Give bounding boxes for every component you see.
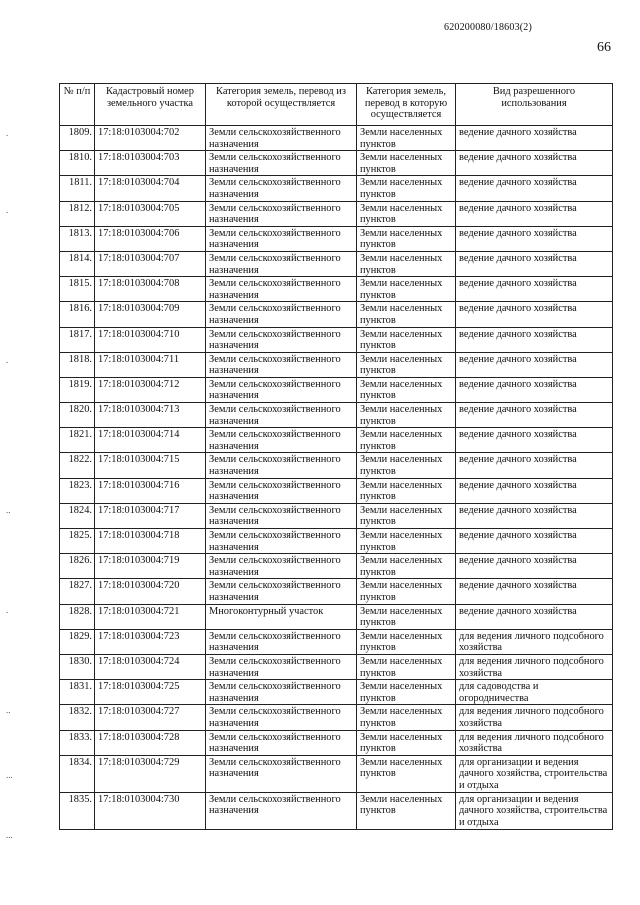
cell-permitted-use: для организации и ведения дачного хозяйства, строительства и отдыха (456, 792, 613, 829)
cell-number: 1830. (60, 654, 95, 679)
cell-cadastral-number: 17:18:0103004:727 (95, 705, 206, 730)
table-body (60, 126, 613, 830)
margin-mark: ... (6, 830, 13, 840)
cell-category-to: Земли населенных пунктов (357, 377, 456, 402)
table-row (60, 503, 613, 528)
cell-number: 1821. (60, 428, 95, 453)
cell-category-to: Земли населенных пунктов (357, 352, 456, 377)
cell-category-from: Земли сельскохозяйственного назначения (206, 680, 357, 705)
cell-category-to: Земли населенных пунктов (357, 226, 456, 251)
cell-cadastral-number: 17:18:0103004:721 (95, 604, 206, 629)
cell-category-to: Земли населенных пунктов (357, 327, 456, 352)
margin-mark: .. (6, 705, 11, 715)
cell-category-to: Земли населенных пунктов (357, 755, 456, 792)
cell-category-from: Земли сельскохозяйственного назначения (206, 277, 357, 302)
cell-category-to: Земли населенных пунктов (357, 251, 456, 276)
cell-permitted-use: ведение дачного хозяйства (456, 176, 613, 201)
cell-number: 1815. (60, 277, 95, 302)
table-row (60, 755, 613, 792)
cell-cadastral-number: 17:18:0103004:705 (95, 201, 206, 226)
cell-cadastral-number: 17:18:0103004:703 (95, 151, 206, 176)
cell-permitted-use: для организации и ведения дачного хозяйства, строительства и отдыха (456, 755, 613, 792)
cell-cadastral-number: 17:18:0103004:708 (95, 277, 206, 302)
cell-category-from: Земли сельскохозяйственного назначения (206, 792, 357, 829)
margin-mark: ... (6, 770, 13, 780)
cell-category-to: Земли населенных пунктов (357, 201, 456, 226)
document-number: 620200080/18603(2) (444, 22, 533, 33)
cell-category-to: Земли населенных пунктов (357, 654, 456, 679)
cell-cadastral-number: 17:18:0103004:710 (95, 327, 206, 352)
cell-cadastral-number: 17:18:0103004:719 (95, 554, 206, 579)
cell-category-from: Земли сельскохозяйственного назначения (206, 126, 357, 151)
cell-category-from: Земли сельскохозяйственного назначения (206, 503, 357, 528)
table-row (60, 377, 613, 402)
cell-category-to: Земли населенных пунктов (357, 151, 456, 176)
cell-category-to: Земли населенных пунктов (357, 503, 456, 528)
cell-category-to: Земли населенных пунктов (357, 792, 456, 829)
cell-number: 1818. (60, 352, 95, 377)
cell-cadastral-number: 17:18:0103004:728 (95, 730, 206, 755)
table-header-row (60, 84, 613, 126)
cell-category-from: Земли сельскохозяйственного назначения (206, 579, 357, 604)
table-row (60, 730, 613, 755)
column-header-cadastral-number: Кадастровый номер земельного участка (95, 84, 206, 126)
cell-number: 1810. (60, 151, 95, 176)
cell-permitted-use: для ведения личного подсобного хозяйства (456, 654, 613, 679)
cell-permitted-use: ведение дачного хозяйства (456, 302, 613, 327)
table-row (60, 579, 613, 604)
cell-category-to: Земли населенных пунктов (357, 478, 456, 503)
cell-cadastral-number: 17:18:0103004:729 (95, 755, 206, 792)
cell-number: 1820. (60, 403, 95, 428)
cell-number: 1826. (60, 554, 95, 579)
cell-permitted-use: ведение дачного хозяйства (456, 403, 613, 428)
cell-category-to: Земли населенных пунктов (357, 705, 456, 730)
cell-category-to: Земли населенных пунктов (357, 629, 456, 654)
table-row (60, 251, 613, 276)
cell-number: 1817. (60, 327, 95, 352)
cell-cadastral-number: 17:18:0103004:716 (95, 478, 206, 503)
cell-category-from: Земли сельскохозяйственного назначения (206, 302, 357, 327)
table-row (60, 352, 613, 377)
margin-mark: . (6, 605, 9, 615)
column-header-category-from: Категория земель, перевод из которой осуществляется (206, 84, 357, 126)
cell-number: 1825. (60, 529, 95, 554)
cell-cadastral-number: 17:18:0103004:718 (95, 529, 206, 554)
table-row (60, 654, 613, 679)
cell-category-from: Земли сельскохозяйственного назначения (206, 730, 357, 755)
cell-cadastral-number: 17:18:0103004:730 (95, 792, 206, 829)
table-row (60, 277, 613, 302)
cell-permitted-use: ведение дачного хозяйства (456, 226, 613, 251)
cell-category-from: Земли сельскохозяйственного назначения (206, 377, 357, 402)
cell-category-to: Земли населенных пунктов (357, 680, 456, 705)
cell-permitted-use: ведение дачного хозяйства (456, 377, 613, 402)
cell-number: 1822. (60, 453, 95, 478)
cell-number: 1814. (60, 251, 95, 276)
cell-permitted-use: для ведения личного подсобного хозяйства (456, 730, 613, 755)
cell-number: 1831. (60, 680, 95, 705)
cell-category-from: Земли сельскохозяйственного назначения (206, 554, 357, 579)
cell-category-from: Земли сельскохозяйственного назначения (206, 403, 357, 428)
cell-cadastral-number: 17:18:0103004:707 (95, 251, 206, 276)
cell-permitted-use: ведение дачного хозяйства (456, 327, 613, 352)
cell-category-from: Земли сельскохозяйственного назначения (206, 478, 357, 503)
cell-cadastral-number: 17:18:0103004:706 (95, 226, 206, 251)
cell-cadastral-number: 17:18:0103004:713 (95, 403, 206, 428)
table-row (60, 302, 613, 327)
cell-category-from: Земли сельскохозяйственного назначения (206, 151, 357, 176)
cell-cadastral-number: 17:18:0103004:717 (95, 503, 206, 528)
cell-category-from: Земли сельскохозяйственного назначения (206, 654, 357, 679)
cell-number: 1811. (60, 176, 95, 201)
table-row (60, 126, 613, 151)
cell-cadastral-number: 17:18:0103004:712 (95, 377, 206, 402)
cell-permitted-use: ведение дачного хозяйства (456, 251, 613, 276)
cell-number: 1835. (60, 792, 95, 829)
table-row (60, 176, 613, 201)
cell-number: 1828. (60, 604, 95, 629)
cell-number: 1813. (60, 226, 95, 251)
cell-category-from: Земли сельскохозяйственного назначения (206, 201, 357, 226)
table-row (60, 201, 613, 226)
cell-category-to: Земли населенных пунктов (357, 554, 456, 579)
margin-mark: . (6, 128, 9, 138)
cell-cadastral-number: 17:18:0103004:709 (95, 302, 206, 327)
table-row (60, 428, 613, 453)
cell-permitted-use: ведение дачного хозяйства (456, 478, 613, 503)
cell-permitted-use: для садоводства и огородничества (456, 680, 613, 705)
cell-category-to: Земли населенных пунктов (357, 403, 456, 428)
cell-permitted-use: для ведения личного подсобного хозяйства (456, 629, 613, 654)
cell-category-to: Земли населенных пунктов (357, 126, 456, 151)
cell-permitted-use: ведение дачного хозяйства (456, 428, 613, 453)
cell-permitted-use: ведение дачного хозяйства (456, 554, 613, 579)
margin-mark: . (6, 355, 9, 365)
cell-number: 1823. (60, 478, 95, 503)
table-row (60, 151, 613, 176)
cell-category-from: Земли сельскохозяйственного назначения (206, 327, 357, 352)
table-row (60, 554, 613, 579)
table-row (60, 226, 613, 251)
cell-number: 1833. (60, 730, 95, 755)
cell-category-from: Земли сельскохозяйственного назначения (206, 428, 357, 453)
cell-category-from: Земли сельскохозяйственного назначения (206, 705, 357, 730)
cell-cadastral-number: 17:18:0103004:723 (95, 629, 206, 654)
cell-number: 1824. (60, 503, 95, 528)
cell-category-to: Земли населенных пунктов (357, 604, 456, 629)
table-row (60, 629, 613, 654)
cell-cadastral-number: 17:18:0103004:711 (95, 352, 206, 377)
cell-permitted-use: ведение дачного хозяйства (456, 503, 613, 528)
cell-number: 1829. (60, 629, 95, 654)
cell-category-to: Земли населенных пунктов (357, 453, 456, 478)
cell-permitted-use: для ведения личного подсобного хозяйства (456, 705, 613, 730)
cell-permitted-use: ведение дачного хозяйства (456, 529, 613, 554)
cell-permitted-use: ведение дачного хозяйства (456, 126, 613, 151)
cell-cadastral-number: 17:18:0103004:720 (95, 579, 206, 604)
cell-permitted-use: ведение дачного хозяйства (456, 151, 613, 176)
cell-category-from: Земли сельскохозяйственного назначения (206, 755, 357, 792)
table-row (60, 327, 613, 352)
table-row (60, 403, 613, 428)
cell-number: 1809. (60, 126, 95, 151)
cell-permitted-use: ведение дачного хозяйства (456, 201, 613, 226)
cell-permitted-use: ведение дачного хозяйства (456, 604, 613, 629)
cell-permitted-use: ведение дачного хозяйства (456, 453, 613, 478)
cell-cadastral-number: 17:18:0103004:704 (95, 176, 206, 201)
cell-number: 1834. (60, 755, 95, 792)
cell-category-from: Земли сельскохозяйственного назначения (206, 176, 357, 201)
cell-category-from: Земли сельскохозяйственного назначения (206, 226, 357, 251)
cell-category-from: Земли сельскохозяйственного назначения (206, 629, 357, 654)
table-row (60, 680, 613, 705)
cell-category-from: Земли сельскохозяйственного назначения (206, 529, 357, 554)
margin-mark: .. (6, 505, 11, 515)
table-row (60, 529, 613, 554)
cell-category-to: Земли населенных пунктов (357, 428, 456, 453)
cell-permitted-use: ведение дачного хозяйства (456, 352, 613, 377)
table-row (60, 792, 613, 829)
cell-cadastral-number: 17:18:0103004:725 (95, 680, 206, 705)
table-row (60, 604, 613, 629)
cell-category-to: Земли населенных пунктов (357, 277, 456, 302)
cell-category-to: Земли населенных пунктов (357, 302, 456, 327)
cell-category-from: Земли сельскохозяйственного назначения (206, 352, 357, 377)
cell-category-to: Земли населенных пунктов (357, 529, 456, 554)
cell-category-to: Земли населенных пунктов (357, 579, 456, 604)
cell-number: 1832. (60, 705, 95, 730)
cell-category-from: Земли сельскохозяйственного назначения (206, 251, 357, 276)
land-plots-table (59, 83, 613, 830)
cell-category-from: Многоконтурный участок (206, 604, 357, 629)
cell-permitted-use: ведение дачного хозяйства (456, 579, 613, 604)
cell-number: 1812. (60, 201, 95, 226)
table-row (60, 453, 613, 478)
cell-number: 1819. (60, 377, 95, 402)
page-number: 66 (597, 40, 611, 55)
column-header-category-to: Категория земель, перевод в которую осуществляется (357, 84, 456, 126)
column-header-number: № п/п (60, 84, 95, 126)
cell-cadastral-number: 17:18:0103004:702 (95, 126, 206, 151)
column-header-permitted-use: Вид разрешенного использования (456, 84, 613, 126)
cell-cadastral-number: 17:18:0103004:715 (95, 453, 206, 478)
cell-number: 1816. (60, 302, 95, 327)
cell-category-from: Земли сельскохозяйственного назначения (206, 453, 357, 478)
cell-permitted-use: ведение дачного хозяйства (456, 277, 613, 302)
cell-cadastral-number: 17:18:0103004:724 (95, 654, 206, 679)
cell-category-to: Земли населенных пунктов (357, 730, 456, 755)
cell-category-to: Земли населенных пунктов (357, 176, 456, 201)
table-row (60, 478, 613, 503)
cell-cadastral-number: 17:18:0103004:714 (95, 428, 206, 453)
table-row (60, 705, 613, 730)
cell-number: 1827. (60, 579, 95, 604)
margin-mark: . (6, 205, 9, 215)
